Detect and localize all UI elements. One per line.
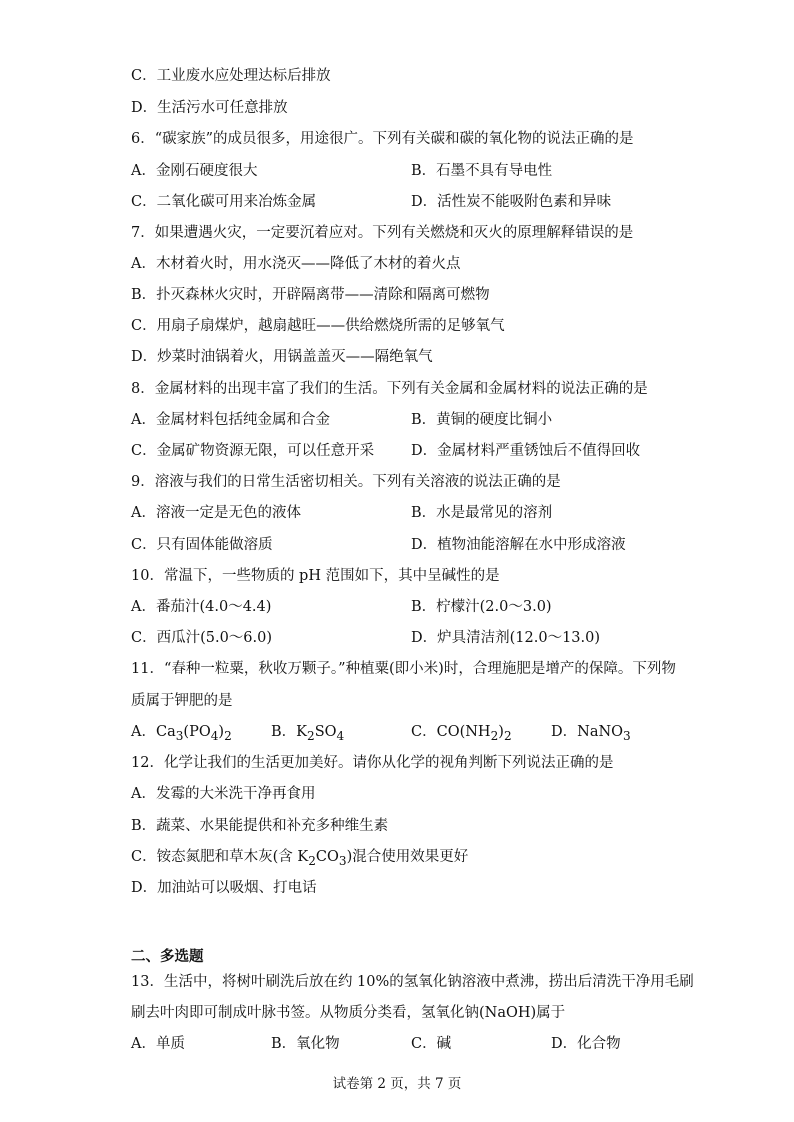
q13-option-c: C．碱: [411, 1036, 452, 1052]
q7-option-c: C．用扇子扇煤炉，越扇越旺——供给燃烧所需的足够氧气: [131, 318, 505, 334]
q11-option-c: [411, 722, 512, 746]
q8-option-d: D．金属材料严重锈蚀后不值得回收: [411, 443, 641, 459]
q12-option-c: [131, 847, 468, 871]
formula-subscript: 2: [308, 853, 316, 868]
formula-part: C．铵态氮肥和草木灰(含 K: [131, 849, 309, 865]
formula-part: B．K: [271, 724, 307, 740]
q9-stem: 9．溶液与我们的日常生活密切相关。下列有关溶液的说法正确的是: [131, 474, 561, 490]
q5-option-d: D．生活污水可任意排放: [131, 100, 288, 116]
q11-option-a: [131, 722, 232, 746]
q8-option-b: B．黄铜的硬度比铜小: [411, 412, 553, 428]
q10-option-a: A．番茄汁(4.0～4.4): [131, 599, 272, 615]
q8-option-c: C．金属矿物资源无限，可以任意开采: [131, 443, 375, 459]
q9-option-d: D．植物油能溶解在水中形成溶液: [411, 537, 626, 553]
q11-option-d: [551, 722, 631, 746]
q7-option-a: A．木材着火时，用水浇灭——降低了木材的着火点: [131, 256, 461, 272]
q6-option-d: D．活性炭不能吸附色素和异味: [411, 194, 612, 210]
formula-subscript: 2: [224, 728, 232, 743]
q9-option-b: B．水是最常见的溶剂: [411, 505, 553, 521]
formula-subscript: 3: [623, 728, 631, 743]
q7-option-b: B．扑灭森林火灾时，开辟隔离带——清除和隔离可燃物: [131, 287, 490, 303]
q9-option-c: C．只有固体能做溶质: [131, 537, 273, 553]
q7-option-d: D．炒菜时油锅着火，用锅盖盖灭——隔绝氧气: [131, 349, 433, 365]
formula-part: A．Ca: [131, 724, 176, 740]
q10-option-d: D．炉具清洁剂(12.0～13.0): [411, 630, 601, 646]
q12-option-a: A．发霉的大米洗干净再食用: [131, 786, 316, 802]
page-footer: 试卷第 2 页，共 7 页: [332, 1076, 462, 1092]
q13-stem-line1: 13．生活中，将树叶刷洗后放在约 10%的氢氧化钠溶液中煮沸，捞出后清洗干净用毛刷: [131, 974, 694, 990]
q6-option-a: A．金刚石硬度很大: [131, 163, 258, 179]
q10-stem: 10．常温下，一些物质的 pH 范围如下，其中呈碱性的是: [131, 568, 500, 584]
formula-subscript: 2: [503, 728, 512, 743]
q6-option-c: C．二氧化碳可用来冶炼金属: [131, 194, 317, 210]
formula-part: (PO: [183, 724, 211, 740]
q13-stem-line2: 刷去叶肉即可制成叶脉书签。从物质分类看，氢氧化钠(NaOH)属于: [131, 1005, 566, 1021]
formula-part: CO: [315, 849, 339, 865]
q11-stem-line1: 11．“春种一粒粟，秋收万颗子。”种植粟(即小米)时，合理施肥是增产的保障。下列物: [131, 661, 676, 677]
formula-subscript: 4: [336, 728, 345, 743]
formula-part: )混合使用效果更好: [346, 849, 469, 865]
formula-subscript: 4: [210, 728, 219, 743]
q12-option-d: D．加油站可以吸烟、打电话: [131, 880, 317, 896]
q11-option-b: [271, 722, 344, 746]
formula-part: ): [218, 724, 225, 740]
formula-subscript: 2: [307, 728, 315, 743]
q8-stem: 8．金属材料的出现丰富了我们的生活。下列有关金属和金属材料的说法正确的是: [131, 381, 648, 397]
q10-option-c: C．西瓜汁(5.0～6.0): [131, 630, 273, 646]
q13-option-d: D．化合物: [551, 1036, 621, 1052]
formula-subscript: 3: [175, 728, 184, 743]
section-heading-multiple-choice: 二、多选题: [131, 949, 204, 965]
formula-part: SO: [314, 724, 337, 740]
formula-part: C．CO(NH: [411, 724, 491, 740]
q9-option-a: A．溶液一定是无色的液体: [131, 505, 301, 521]
formula-subscript: 3: [338, 853, 347, 868]
q10-option-b: B．柠檬汁(2.0～3.0): [411, 599, 552, 615]
formula-part: ): [498, 724, 504, 740]
q6-stem: 6．“碳家族”的成员很多，用途很广。下列有关碳和碳的氧化物的说法正确的是: [131, 131, 634, 147]
q13-option-b: B．氧化物: [271, 1036, 340, 1052]
q6-option-b: B．石墨不具有导电性: [411, 163, 553, 179]
q12-option-b: B．蔬菜、水果能提供和补充多种维生素: [131, 818, 389, 834]
q8-option-a: A．金属材料包括纯金属和合金: [131, 412, 330, 428]
q12-stem: 12．化学让我们的生活更加美好。请你从化学的视角判断下列说法正确的是: [131, 755, 614, 771]
q13-option-a: A．单质: [131, 1036, 185, 1052]
formula-subscript: 2: [490, 728, 499, 743]
formula-part: D．NaNO: [551, 724, 624, 740]
q11-stem-line2: 质属于钾肥的是: [131, 693, 233, 709]
q5-option-c: C．工业废水应处理达标后排放: [131, 68, 331, 84]
q7-stem: 7．如果遭遇火灾，一定要沉着应对。下列有关燃烧和灭火的原理解释错误的是: [131, 225, 634, 241]
